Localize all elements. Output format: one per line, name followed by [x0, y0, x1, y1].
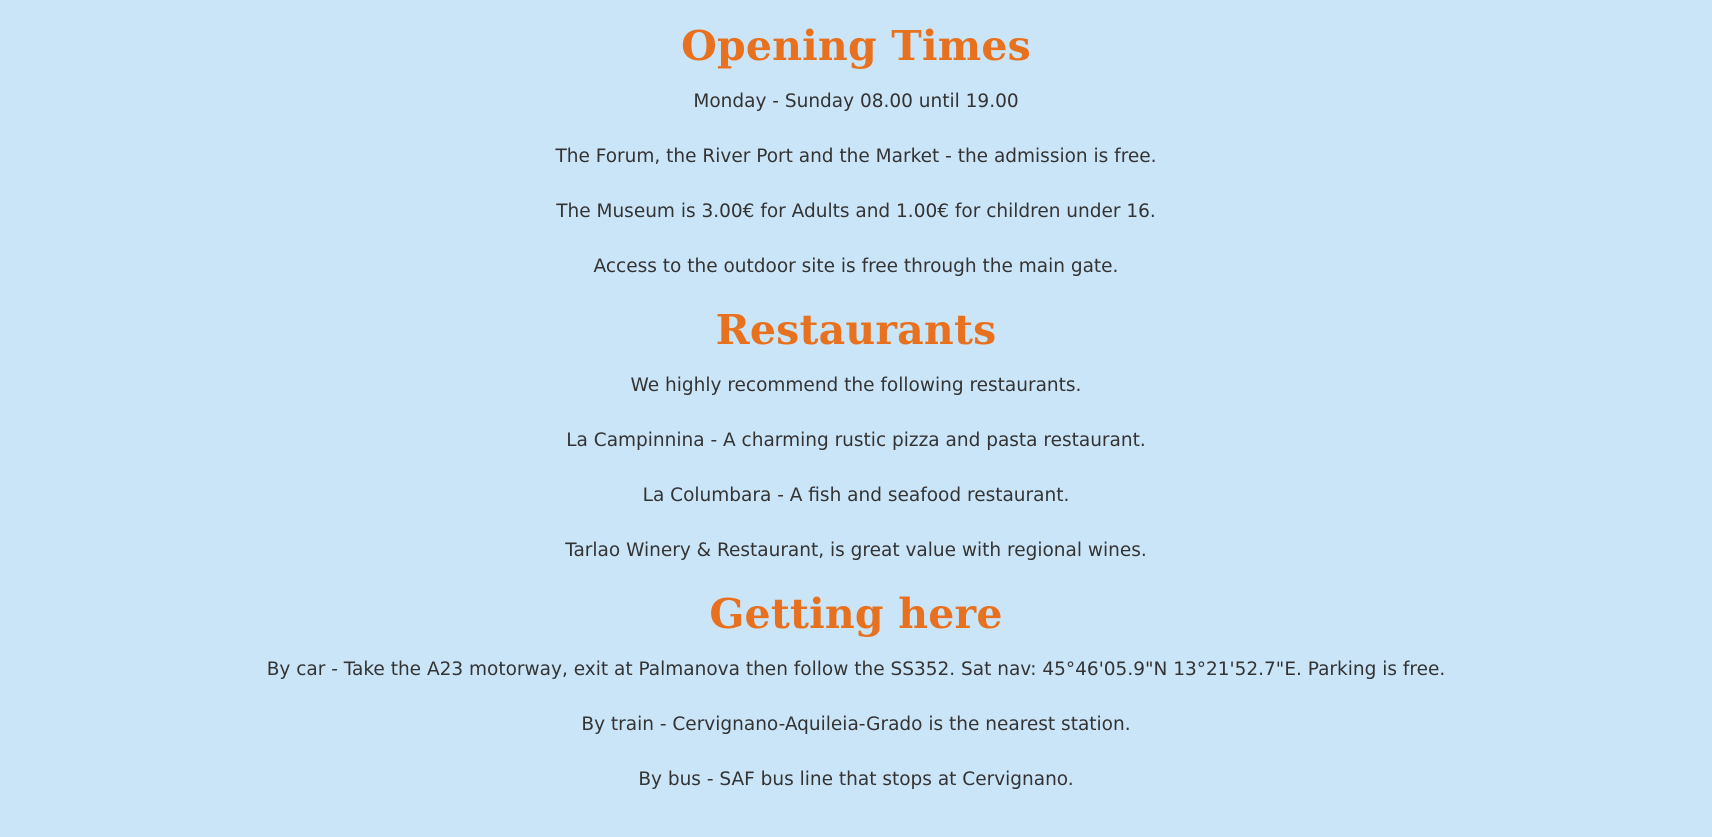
restaurants-section: [0, 302, 1712, 578]
opening-times-section: [0, 18, 1712, 294]
opening-hours-text: Monday - Sunday 08.00 until 19.00: [693, 91, 1019, 112]
outdoor-access-text: Access to the outdoor site is free through the main gate.: [593, 256, 1119, 277]
by-bus-text: By bus - SAF bus line that stops at Cervignano.: [638, 769, 1074, 790]
restaurants-heading: Restaurants: [715, 306, 997, 354]
opening-times-heading: Opening Times: [681, 22, 1031, 70]
restaurant-columbara-text: La Columbara - A fish and seafood restaurant.: [642, 485, 1070, 506]
restaurant-tarlao-text: Tarlao Winery & Restaurant, is great value with regional wines.: [565, 540, 1147, 561]
by-car-text: By car - Take the A23 motorway, exit at Palmanova then follow the SS352. Sat nav: 45°46'05.9"N 13°21'52.7"E. Parking is free.: [266, 659, 1446, 680]
getting-here-heading: Getting here: [709, 590, 1003, 638]
museum-price-text: The Museum is 3.00€ for Adults and 1.00€ for children under 16.: [556, 201, 1156, 222]
getting-here-section: [0, 586, 1712, 807]
by-train-text: By train - Cervignano-Aquileia-Grado is the nearest station.: [581, 714, 1131, 735]
restaurants-intro-text: We highly recommend the following restaurants.: [630, 375, 1082, 396]
restaurant-campinnina-text: La Campinnina - A charming rustic pizza and pasta restaurant.: [566, 430, 1146, 451]
admission-free-text: The Forum, the River Port and the Market - the admission is free.: [555, 146, 1157, 167]
